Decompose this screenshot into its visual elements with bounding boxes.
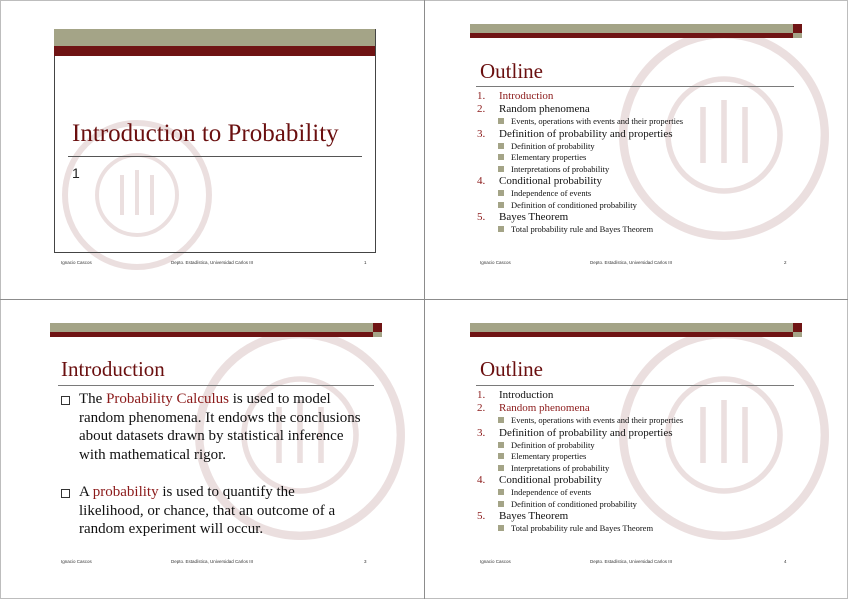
header-bar-olive (50, 323, 373, 332)
footer-page: 4 (784, 559, 787, 564)
outline-subitem-label: Total probability rule and Bayes Theorem (511, 523, 654, 533)
footer-author: Ignacio Cascos (480, 559, 511, 564)
outline-subitem (477, 463, 797, 475)
square-bullet-icon (498, 154, 504, 160)
square-bullet-icon (498, 501, 504, 507)
outline-item-label: Random phenomena (499, 103, 590, 115)
outline-item-number: 2. (477, 402, 486, 414)
outline-item (477, 427, 797, 440)
bullet-text-pre: The (79, 391, 107, 407)
header-square-red (359, 46, 375, 56)
slide-title: Outline (480, 357, 543, 381)
footer-page: 1 (364, 260, 367, 265)
slide-subtitle: 1 (72, 165, 80, 181)
slide-2[interactable] (424, 0, 848, 299)
header-bar-olive (470, 323, 793, 332)
outline-item-label: Bayes Theorem (499, 211, 569, 223)
footer-author: Ignacio Cascos (61, 260, 92, 265)
bullet-probability (61, 483, 361, 539)
outline-subitem (477, 224, 797, 236)
square-bullet-icon (498, 525, 504, 531)
footer-page: 3 (364, 559, 367, 564)
outline-subitem (477, 523, 797, 535)
outline-item-label: Conditional probability (499, 175, 602, 187)
outline-item (477, 211, 797, 224)
outline-subitem-label: Total probability rule and Bayes Theorem (511, 224, 654, 234)
outline-subitem-label: Definition of probability (511, 439, 595, 450)
square-bullet-icon (498, 202, 504, 208)
outline-item (477, 175, 797, 188)
outline-list (477, 90, 797, 236)
outline-item-label: Random phenomena (499, 402, 590, 414)
outline-item-number: 5. (477, 211, 486, 223)
outline-item (477, 510, 797, 523)
outline-subitem-label: Independence of events (511, 188, 592, 198)
footer-page: 2 (784, 260, 787, 265)
header-square-red (793, 323, 802, 332)
outline-item-number: 1. (477, 90, 486, 102)
square-bullet-icon (498, 143, 504, 149)
header-bar-red (54, 46, 359, 56)
slide-title: Outline (480, 59, 543, 83)
slide-1[interactable] (0, 0, 424, 299)
header-bar-olive (54, 29, 359, 46)
outline-subitem-label: Elementary properties (511, 451, 587, 461)
outline-item-number: 5. (477, 510, 486, 522)
header-square-olive (793, 332, 802, 337)
outline-item-number: 4. (477, 175, 486, 187)
bullet-highlight: probability (92, 484, 159, 500)
square-bullet-icon (498, 442, 504, 448)
slide-3[interactable] (0, 300, 424, 599)
outline-list (477, 389, 797, 535)
outline-subitem (477, 499, 797, 511)
outline-item-number: 2. (477, 103, 486, 115)
square-bullet-icon (498, 465, 504, 471)
header-bar-red (50, 332, 373, 337)
outline-subitem (477, 415, 797, 427)
outline-subitem-label: Interpretations of probability (511, 462, 610, 473)
outline-item-label: Introduction (499, 389, 554, 401)
outline-subitem-label: Definition of conditioned probability (511, 199, 637, 210)
outline-item (477, 389, 797, 402)
slide-4[interactable] (424, 300, 848, 599)
outline-subitem (477, 188, 797, 200)
bullet-box-icon (61, 489, 70, 498)
outline-subitem (477, 200, 797, 212)
outline-item-label: Definition of probability and properties (499, 426, 673, 439)
footer-author: Ignacio Cascos (480, 260, 511, 265)
header-square-olive (793, 33, 802, 38)
title-rule (58, 385, 374, 386)
header-square-red (793, 24, 802, 33)
footer-dept: Depto. Estadística, Universidad Carlos III (171, 559, 254, 564)
header-square-red (373, 323, 382, 332)
outline-item (477, 128, 797, 141)
bullet-probability-calculus (61, 390, 361, 464)
outline-subitem-label: Elementary properties (511, 152, 587, 162)
outline-subitem (477, 487, 797, 499)
square-bullet-icon (498, 489, 504, 495)
title-rule (68, 156, 362, 157)
square-bullet-icon (498, 166, 504, 172)
outline-subitem (477, 440, 797, 452)
title-rule (476, 385, 794, 386)
outline-subitem-label: Independence of events (511, 487, 592, 497)
outline-item (477, 103, 797, 116)
outline-item (477, 90, 797, 103)
header-square-olive (373, 332, 382, 337)
outline-subitem-label: Events, operations with events and their properties (511, 415, 684, 425)
square-bullet-icon (498, 417, 504, 423)
square-bullet-icon (498, 226, 504, 232)
footer-dept: Depto. Estadística, Universidad Carlos III (590, 559, 673, 564)
outline-item-label: Conditional probability (499, 474, 602, 486)
footer-author: Ignacio Cascos (61, 559, 92, 564)
header-bar-olive (470, 24, 793, 33)
square-bullet-icon (498, 453, 504, 459)
bullet-text-pre: A (79, 484, 93, 500)
square-bullet-icon (498, 118, 504, 124)
outline-item (477, 474, 797, 487)
outline-item-label: Introduction (499, 90, 554, 102)
header-bar-red (470, 33, 793, 38)
bullet-text-post: is used to model random phenomena. It endows the conclusions about datasets drawn by statistical inference with mathematical rigor. (79, 391, 361, 463)
slide-title: Introduction to Probability (72, 120, 339, 147)
outline-subitem (477, 451, 797, 463)
outline-item-number: 4. (477, 474, 486, 486)
outline-subitem-label: Definition of probability (511, 140, 595, 151)
header-square-olive (359, 29, 375, 46)
outline-subitem-label: Interpretations of probability (511, 163, 610, 174)
outline-item-number: 3. (477, 426, 486, 439)
outline-item-label: Definition of probability and properties (499, 127, 673, 140)
outline-subitem (477, 116, 797, 128)
square-bullet-icon (498, 190, 504, 196)
outline-subitem (477, 152, 797, 164)
bullet-text-post: is used to quantify the likelihood, or chance, that an outcome of a random experiment will occur. (79, 484, 336, 537)
footer-dept: Depto. Estadística, Universidad Carlos III (171, 260, 254, 265)
outline-item-number: 3. (477, 127, 486, 140)
outline-item (477, 402, 797, 415)
footer-dept: Depto. Estadística, Universidad Carlos III (590, 260, 673, 265)
header-bar-red (470, 332, 793, 337)
outline-item-label: Bayes Theorem (499, 510, 569, 522)
bullet-highlight: Probability Calculus (106, 391, 229, 407)
outline-item-number: 1. (477, 389, 486, 401)
outline-subitem (477, 164, 797, 176)
title-rule (476, 86, 794, 87)
outline-subitem-label: Events, operations with events and their properties (511, 116, 684, 126)
bullet-box-icon (61, 396, 70, 405)
outline-subitem (477, 141, 797, 153)
slide-title: Introduction (61, 357, 165, 381)
outline-subitem-label: Definition of conditioned probability (511, 498, 637, 509)
